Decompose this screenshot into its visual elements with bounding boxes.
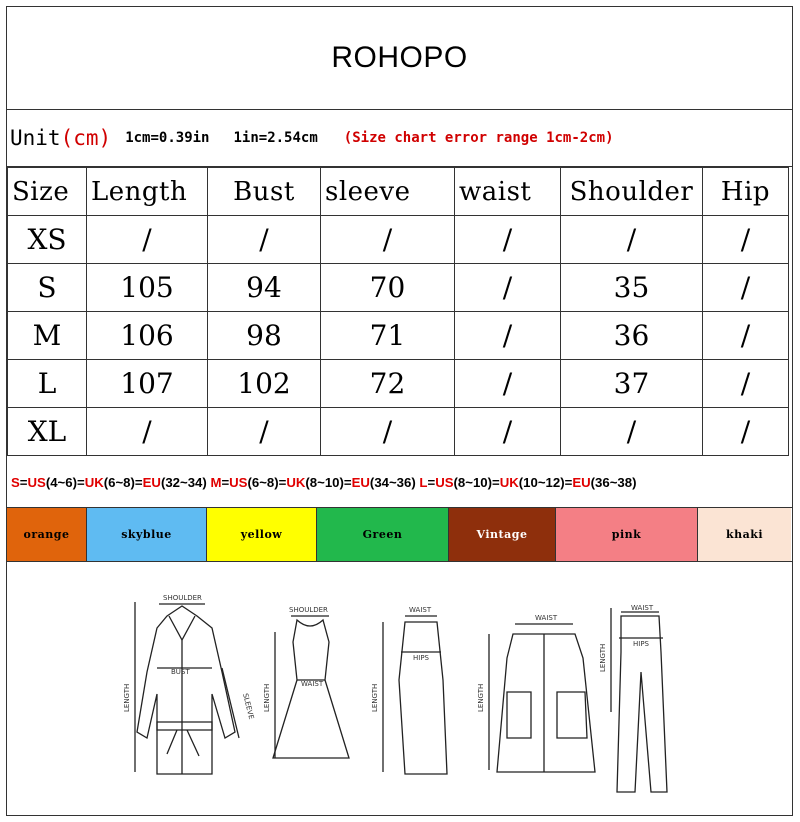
- table-cell: /: [455, 408, 561, 456]
- header-cell: Hip: [703, 168, 789, 216]
- short-skirt-waist-label: WAIST: [535, 614, 558, 622]
- header-cell: Bust: [208, 168, 321, 216]
- conv-us: US: [435, 475, 454, 490]
- dress-length-label: LENGTH: [263, 683, 271, 712]
- conv-us: US: [229, 475, 248, 490]
- long-skirt-illustration: [383, 616, 447, 774]
- conv-us-range: (6~8): [247, 475, 279, 490]
- table-cell: 35: [561, 264, 703, 312]
- brand-title: ROHOPO: [7, 7, 792, 110]
- table-cell: 70: [321, 264, 455, 312]
- dress-shoulder-label: SHOULDER: [289, 606, 328, 614]
- conv-uk-range: (6~8): [103, 475, 135, 490]
- international-size-conversion: [7, 458, 792, 508]
- table-cell: /: [455, 360, 561, 408]
- color-swatches: [7, 508, 792, 562]
- conv-eu: EU: [142, 475, 161, 490]
- table-cell: /: [455, 216, 561, 264]
- conv-eu-range: (36~38): [590, 475, 637, 490]
- table-row: [8, 360, 789, 408]
- conv-eu: EU: [572, 475, 591, 490]
- cm-conversion: 1cm=0.39in: [125, 130, 210, 146]
- color-swatch-green: Green: [317, 508, 449, 561]
- table-cell: 94: [208, 264, 321, 312]
- header-cell: Size: [8, 168, 87, 216]
- table-cell: 107: [87, 360, 208, 408]
- conv-uk: UK: [499, 475, 519, 490]
- unit-row: [7, 110, 792, 167]
- unit-close: ): [98, 126, 112, 150]
- conv-size: L: [419, 475, 428, 490]
- bust-label: BUST: [171, 668, 190, 676]
- conv-us-range: (4~6): [45, 475, 77, 490]
- table-cell: 72: [321, 360, 455, 408]
- header-cell: waist: [455, 168, 561, 216]
- unit-prefix: Unit: [10, 126, 61, 150]
- short-skirt-illustration: [489, 624, 595, 772]
- conv-us-range: (8~10): [453, 475, 493, 490]
- dress-waist-label: WAIST: [301, 680, 324, 688]
- table-cell: /: [703, 360, 789, 408]
- conv-uk-range: (8~10): [305, 475, 344, 490]
- table-cell: /: [703, 312, 789, 360]
- table-cell: /: [87, 216, 208, 264]
- pants-waist-label: WAIST: [631, 604, 654, 612]
- table-cell: /: [561, 408, 703, 456]
- shoulder-label: SHOULDER: [163, 594, 202, 602]
- table-cell: 37: [561, 360, 703, 408]
- table-cell: /: [87, 408, 208, 456]
- unit-value: cm: [73, 126, 99, 150]
- conversion-group-m: M=US(6~8)=UK(8~10)=EU(34~36): [210, 475, 416, 490]
- conv-uk-range: (10~12): [518, 475, 565, 490]
- table-cell: /: [455, 312, 561, 360]
- skirt-waist-label: WAIST: [409, 606, 432, 614]
- table-cell: /: [321, 216, 455, 264]
- conv-uk: UK: [84, 475, 104, 490]
- table-cell: /: [321, 408, 455, 456]
- color-swatch-khaki: khaki: [698, 508, 791, 561]
- size-cell: XL: [8, 408, 87, 456]
- color-swatch-yellow: yellow: [207, 508, 317, 561]
- garment-illustrations: [7, 562, 793, 816]
- size-table: [7, 167, 789, 456]
- conv-eu-range: (32~34): [160, 475, 207, 490]
- size-cell: S: [8, 264, 87, 312]
- size-cell: XS: [8, 216, 87, 264]
- unit-label: [10, 126, 111, 150]
- conv-us: US: [27, 475, 46, 490]
- table-cell: /: [455, 264, 561, 312]
- conv-eu-range: (34~36): [369, 475, 416, 490]
- table-cell: 36: [561, 312, 703, 360]
- measurement-diagrams: [7, 562, 792, 816]
- table-row: [8, 312, 789, 360]
- table-cell: /: [703, 216, 789, 264]
- table-cell: 105: [87, 264, 208, 312]
- table-row: [8, 216, 789, 264]
- unit-open: (: [60, 126, 74, 150]
- table-cell: 106: [87, 312, 208, 360]
- conv-size: M: [210, 475, 222, 490]
- size-cell: M: [8, 312, 87, 360]
- table-cell: 98: [208, 312, 321, 360]
- conv-eu: EU: [351, 475, 370, 490]
- size-chart: [6, 6, 793, 816]
- table-row: [8, 408, 789, 456]
- color-swatch-pink: pink: [556, 508, 698, 561]
- table-cell: /: [703, 264, 789, 312]
- table-header-row: [8, 168, 789, 216]
- skirt-length-label: LENGTH: [371, 683, 379, 712]
- color-swatch-skyblue: skyblue: [87, 508, 207, 561]
- skirt-hips-label: HIPS: [413, 654, 429, 662]
- conversion-group-s: S=US(4~6)=UK(6~8)=EU(32~34): [11, 475, 207, 490]
- conv-size: S: [11, 475, 20, 490]
- coat-length-label: LENGTH: [123, 683, 131, 712]
- table-cell: 102: [208, 360, 321, 408]
- error-note: (Size chart error range 1cm-2cm): [343, 130, 614, 146]
- header-cell: Shoulder: [561, 168, 703, 216]
- size-cell: L: [8, 360, 87, 408]
- conv-uk: UK: [286, 475, 306, 490]
- table-row: [8, 264, 789, 312]
- pants-illustration: [611, 608, 667, 792]
- conversion-group-l: L=US(8~10)=UK(10~12)=EU(36~38): [419, 475, 637, 490]
- header-cell: Length: [87, 168, 208, 216]
- pants-hips-label: HIPS: [633, 640, 649, 648]
- in-conversion: 1in=2.54cm: [233, 130, 318, 146]
- pants-length-label: LENGTH: [599, 643, 607, 672]
- table-cell: /: [703, 408, 789, 456]
- table-cell: /: [208, 408, 321, 456]
- sleeve-label: SLEEVE: [241, 692, 256, 721]
- color-swatch-orange: orange: [7, 508, 87, 561]
- table-cell: /: [208, 216, 321, 264]
- coat-illustration: [135, 602, 239, 774]
- table-cell: 71: [321, 312, 455, 360]
- header-cell: sleeve: [321, 168, 455, 216]
- color-swatch-vintage: Vintage: [449, 508, 556, 561]
- table-cell: /: [561, 216, 703, 264]
- short-skirt-length-label: LENGTH: [477, 683, 485, 712]
